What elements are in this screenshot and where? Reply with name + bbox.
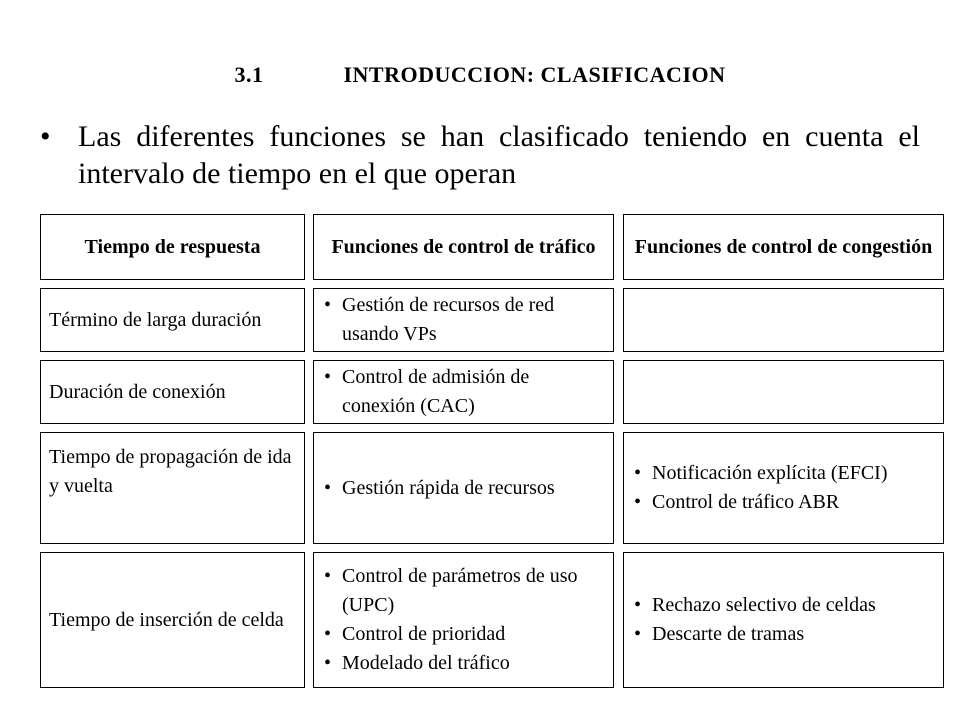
cell-congestion-row-4 [623,552,944,688]
cell-congestion-row-2 [623,360,944,424]
bullet-list [314,361,613,423]
list-item: • Gestión rápida de recursos [324,474,607,503]
intro-paragraph [40,118,920,192]
section-title: INTRODUCCION: CLASIFICACION [343,62,726,87]
header-label: Funciones de control de tráfico [331,236,596,258]
bullet-list [314,553,613,687]
cell-text: Duración de conexión [49,380,226,403]
header-label: Tiempo de respuesta [84,236,261,258]
bullet-list [624,433,943,543]
cell-time-row-1 [40,288,305,352]
list-item: • Control de tráfico ABR [634,488,937,517]
header-label: Funciones de control de congestión [634,236,933,258]
list-item: • Modelado del tráfico [324,649,607,678]
bullet-list [314,289,613,351]
list-item: • Rechazo selectivo de celdas [634,591,937,620]
cell-traffic-row-1 [313,288,614,352]
cell-traffic-row-4 [313,552,614,688]
cell-time-row-3 [40,432,305,544]
page-title [0,62,960,88]
header-response-time [40,214,305,280]
intro-text: Las diferentes funciones se han clasificado teniendo en cuenta el intervalo de tiempo en el que operan [78,120,920,190]
list-item: • Control de admisión de conexión (CAC) [324,363,607,421]
list-item: • Gestión de recursos de red usando VPs [324,291,607,349]
list-item: • Control de parámetros de uso (UPC) [324,562,607,620]
cell-time-row-2 [40,360,305,424]
cell-text: Tiempo de inserción de celda [49,608,284,631]
list-item: • Descarte de tramas [634,620,937,649]
cell-time-row-4 [40,552,305,688]
cell-traffic-row-3 [313,432,614,544]
list-item: • Notificación explícita (EFCI) [634,459,937,488]
cell-traffic-row-2 [313,360,614,424]
list-item: • Control de prioridad [324,620,607,649]
bullet-icon: • [40,120,51,153]
bullet-list [314,433,613,543]
section-number: 3.1 [234,62,264,87]
cell-congestion-row-3 [623,432,944,544]
cell-text: Término de larga duración [49,308,262,331]
cell-text: Tiempo de propagación de ida y vuelta [49,446,292,497]
header-traffic-control [313,214,614,280]
bullet-list [624,553,943,687]
cell-congestion-row-1 [623,288,944,352]
header-congestion-control [623,214,944,280]
